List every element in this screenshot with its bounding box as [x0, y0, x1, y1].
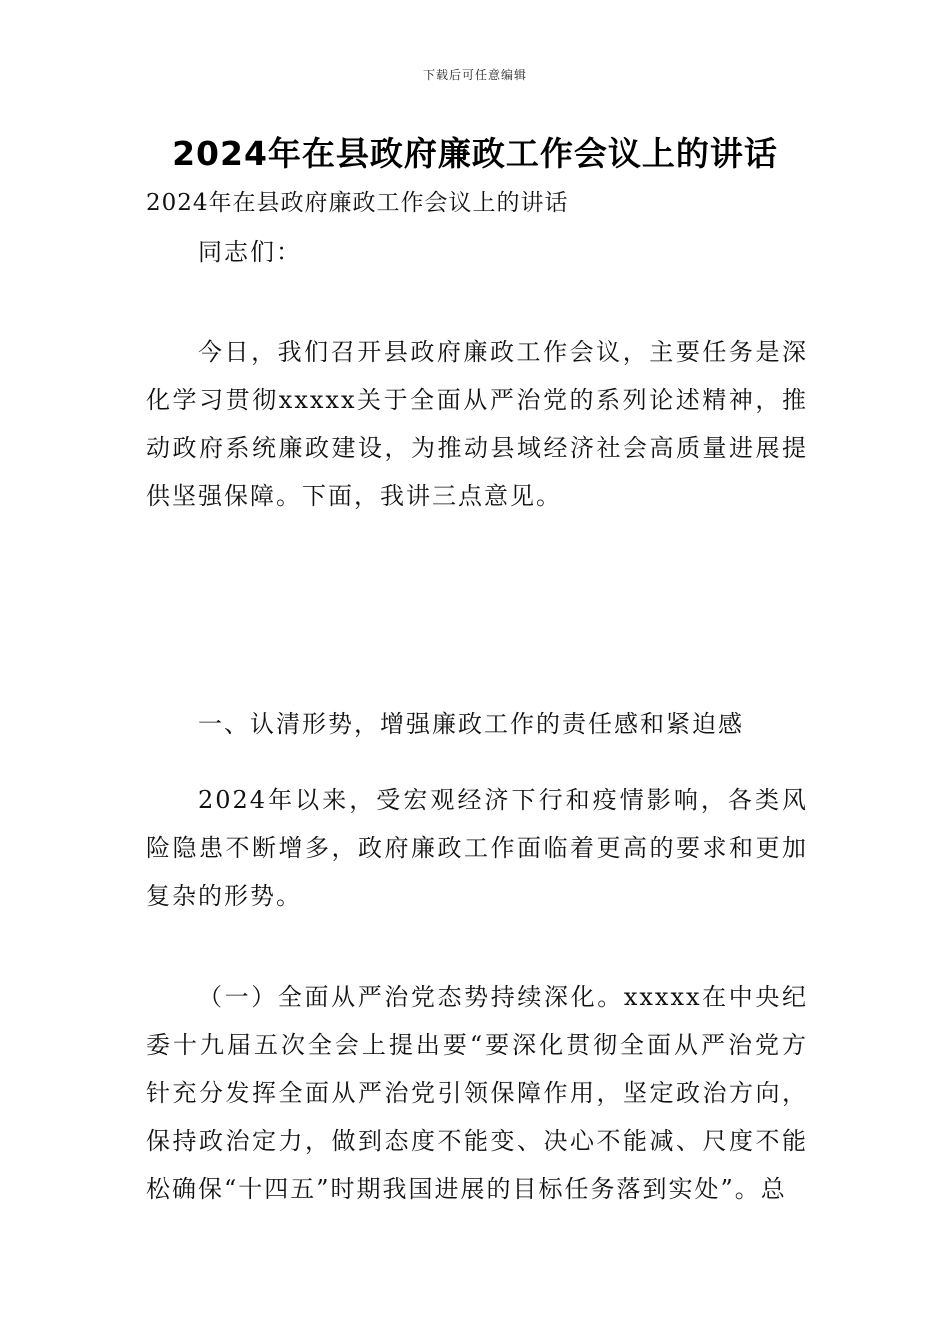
document-subtitle: 2024年在县政府廉政工作会议上的讲话	[146, 190, 569, 216]
salutation: 同志们：	[198, 238, 302, 266]
paragraph-subsection-1: （一）全面从严治党态势持续深化。xxxxx在中央纪委十九届五次全会上提出要“要深化贯彻全面从严治党方针充分发挥全面从严治党引领保障作用，坚定政治方向，保持政治定力，做到态度不能变、决心不能减、尺度不能松确保“十四五”时期我国进展的目标任务落到实处”。总	[146, 983, 808, 1203]
paragraph-situation: 2024年以来，受宏观经济下行和疫情影响，各类风险隐患不断增多，政府廉政工作面临着更高的要求和更加复杂的形势。	[146, 786, 808, 910]
section-heading-1: 一、认清形势，增强廉政工作的责任感和紧迫感	[198, 710, 744, 738]
paragraph-intro: 今日，我们召开县政府廉政工作会议，主要任务是深化学习贯彻xxxxx关于全面从严治党的系列论述精神，推动政府系统廉政建设，为推动县域经济社会高质量进展提供坚强保障。下面，我讲三点意见。	[146, 338, 808, 510]
header-note: 下载后可任意编辑	[422, 68, 527, 82]
document-title: 2024年在县政府廉政工作会议上的讲话	[172, 134, 778, 173]
